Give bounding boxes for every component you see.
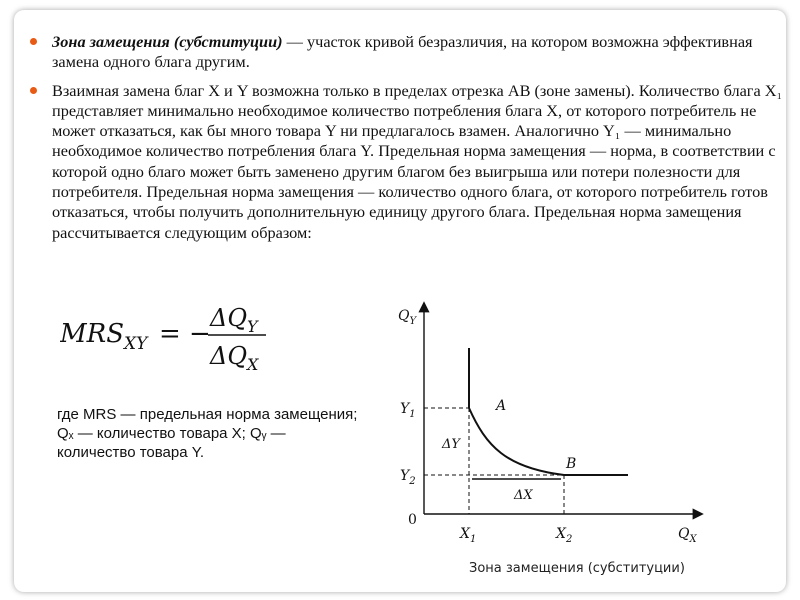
bullet-item-definition xyxy=(26,32,786,73)
point-a-label: A xyxy=(496,398,507,414)
svg-text:ΔQX xyxy=(209,342,259,374)
term-substitution-zone: Зона замещения (субституции) xyxy=(52,32,283,51)
formula-denominator: ΔQ xyxy=(210,342,248,370)
svg-text:Y2 xyxy=(400,468,416,487)
svg-text:ΔQY xyxy=(209,304,259,336)
formula-denominator-sub: X xyxy=(247,355,259,374)
x-axis-label-sub: X xyxy=(689,534,697,545)
definition-text: — участок кривой безразличия, на котором возможна эффективная замена одного блага другим. xyxy=(52,32,753,72)
svg-text:QX xyxy=(678,526,697,545)
y-axis-label: Q xyxy=(398,308,410,324)
formula-lhs: MRS xyxy=(60,319,125,349)
y-axis-label-sub: Y xyxy=(409,316,417,327)
bullet-dot-icon xyxy=(30,87,37,94)
bullet-dot-icon xyxy=(30,38,37,45)
bullet-text xyxy=(52,32,786,73)
svg-text:X1 xyxy=(459,526,476,545)
bullet-list xyxy=(26,32,786,251)
formula-note: где MRS — предельная норма замещения; Qₓ — количество товара X; Qᵧ — количество товара Y. xyxy=(57,406,358,461)
formula-equals: = − xyxy=(159,319,211,349)
delta-x-label: ΔX xyxy=(514,488,533,503)
x1-label: X xyxy=(460,526,470,542)
svg-text:MRSXY xyxy=(60,319,149,354)
y1-label-sub: 1 xyxy=(409,409,416,420)
svg-text:X2 xyxy=(555,526,572,545)
formula-numerator: ΔQ xyxy=(210,304,248,332)
svg-text:QY xyxy=(398,308,417,327)
x2-label-sub: 2 xyxy=(565,534,573,545)
y2-label-sub: 2 xyxy=(409,476,416,487)
delta-y-label: ΔY xyxy=(442,437,460,452)
x1-label-sub: 1 xyxy=(469,534,477,545)
y1-label: Y xyxy=(400,401,410,417)
formula-lhs-sub: XY xyxy=(124,334,148,354)
svg-text:Y1 xyxy=(400,401,416,420)
x2-label: X xyxy=(556,526,566,542)
origin-label: 0 xyxy=(408,512,417,528)
substitution-zone-graph xyxy=(396,296,716,586)
y2-label: Y xyxy=(400,468,410,484)
point-b-label: B xyxy=(566,456,577,472)
graph-caption: Зона замещения (субституции) xyxy=(469,561,685,576)
indifference-curve xyxy=(469,408,564,475)
bullet-item-explanation xyxy=(26,81,786,243)
x-axis-label: Q xyxy=(678,526,690,542)
slide-frame xyxy=(14,10,786,592)
formula-numerator-sub: Y xyxy=(247,317,258,336)
mrs-formula xyxy=(60,298,290,378)
explanation-text: Взаимная замена благ X и Y возможна только в пределах отрезка АВ (зоне замены). Количество блага X₁ представляет минимально необходимое количество потребления блага X, от которого потребитель не может отказаться, как бы много товара Y ни предлагалось взамен. Аналогично Y₁ — минимально необходимое количество потребления блага Y. Предельная норма замещения — норма, в соответствии с которой одно благо может быть заменено другим благом без выигрыша или потери полезности для потребителя. Предельная норма замещения — количество одного блага, от которого потребитель готов отказаться, чтобы получить дополнительную единицу другого блага. Предельная норма замещения рассчитывается следующим образом: xyxy=(52,80,783,242)
